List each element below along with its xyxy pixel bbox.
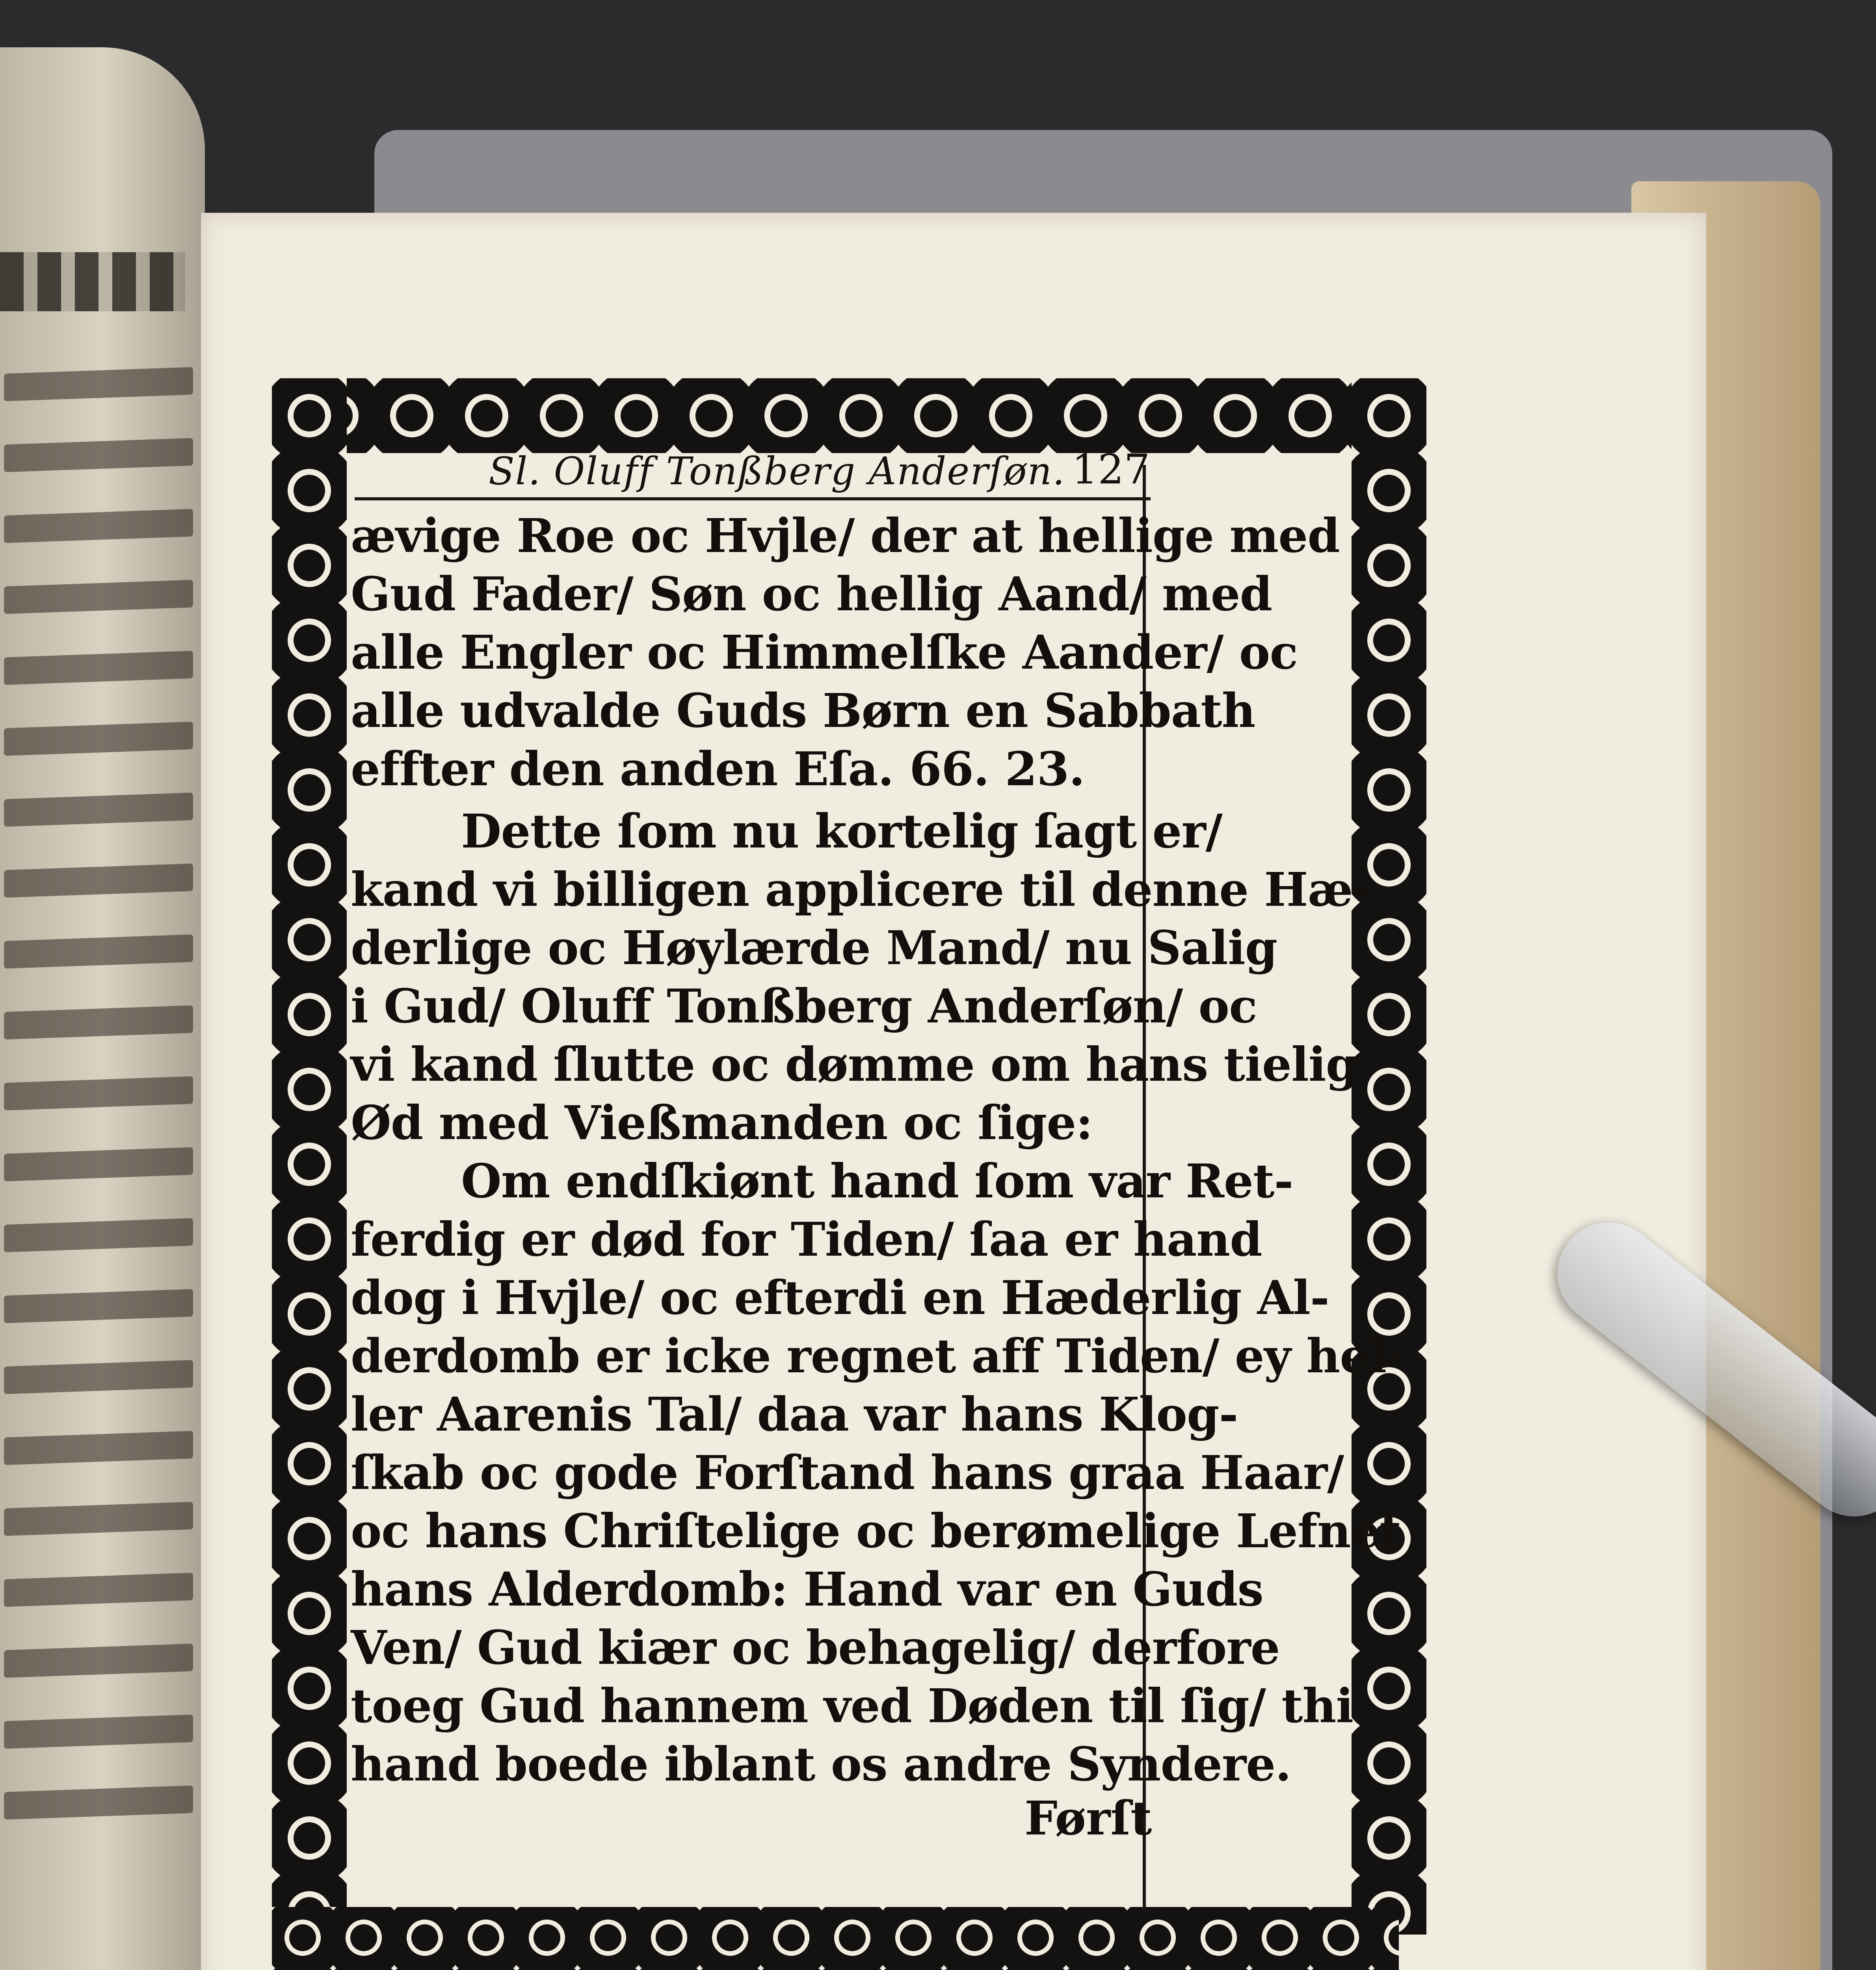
facing-page-text-line — [4, 1502, 193, 1536]
header-rule — [355, 497, 1151, 500]
facing-page-text-line — [4, 864, 193, 898]
facing-page-text-line — [4, 1786, 193, 1820]
text-line: effter den anden Eſa. 66. 23. — [351, 742, 1085, 796]
running-head: Sl. Oluff Tonßberg Anderſøn. — [489, 449, 1065, 493]
text-line: ler Aarenis Tal/ daa var hans Klog- — [351, 1387, 1238, 1442]
text-line: Gud Fader/ Søn oc hellig Aand/ med — [351, 567, 1272, 621]
text-line: kand vi billigen applicere til denne Hæ- — [351, 862, 1372, 917]
facing-page-text-line — [4, 1644, 193, 1678]
facing-page-text-line — [4, 1005, 193, 1040]
facing-page-text-line — [4, 580, 193, 614]
text-line: derlige oc Høylærde Mand/ nu Salig — [351, 920, 1277, 975]
facing-page-text-line — [4, 1147, 193, 1182]
page-number: 127 — [1072, 445, 1150, 493]
text-line: alle udvalde Guds Børn en Sabbath — [351, 683, 1255, 738]
facing-page-ornament — [0, 252, 185, 311]
text-line: ferdig er død for Tiden/ ſaa er hand — [351, 1212, 1262, 1267]
text-line: ævige Roe oc Hvjle/ der at hellige med — [351, 508, 1340, 563]
facing-page-text-line — [4, 1715, 193, 1749]
ornamental-border-top — [299, 378, 1422, 453]
facing-page-text-line — [4, 1360, 193, 1394]
ornamental-border-bottom — [272, 1907, 1399, 1970]
text-line: i Gud/ Oluff Tonßberg Anderſøn/ oc — [351, 979, 1257, 1033]
facing-page-text-line — [4, 509, 193, 543]
facing-page-text-line — [4, 1573, 193, 1607]
text-line: toeg Gud hannem ved Døden til ſig/ thi — [351, 1678, 1354, 1733]
facing-page-text-line — [4, 438, 193, 472]
text-line: hans Alderdomb: Hand var en Guds — [351, 1562, 1263, 1617]
facing-page-left — [0, 47, 205, 1970]
text-line: ſkab oc gode Forſtand hans graa Haar/ — [351, 1445, 1344, 1500]
ornamental-border-right — [1352, 378, 1426, 1935]
text-line: oc hans Chriſtelige oc berømelige Lefnet — [351, 1504, 1401, 1558]
text-line: Dette ſom nu kortelig ſagt er/ — [461, 804, 1222, 859]
ornamental-border-left — [272, 378, 347, 1935]
facing-page-text-line — [4, 1076, 193, 1111]
facing-page-text-line — [4, 1218, 193, 1253]
facing-page-text-line — [4, 1289, 193, 1323]
facing-page-text-line — [4, 367, 193, 401]
text-line: Ød med Vießmanden oc ſige: — [351, 1095, 1093, 1150]
facing-page-text-line — [4, 793, 193, 827]
text-line: vi kand ſlutte oc dømme om hans tielig — [351, 1037, 1358, 1092]
text-line: alle Engler oc Himmelſke Aander/ oc — [351, 625, 1298, 680]
facing-page-text-line — [4, 722, 193, 756]
text-line: hand boede iblant os andre Syndere. — [351, 1737, 1291, 1792]
text-line: derdomb er icke regnet aff Tiden/ ey hel- — [351, 1329, 1406, 1383]
facing-page-text-line — [4, 935, 193, 969]
catchword: Førſt — [1024, 1791, 1152, 1845]
facing-page-text-line — [4, 1431, 193, 1465]
facing-page-text-line — [4, 651, 193, 685]
text-line: Om endſkiønt hand ſom var Ret- — [461, 1154, 1293, 1208]
text-line: Ven/ Gud kiær oc behagelig/ derfore — [351, 1620, 1280, 1675]
text-line: dog i Hvjle/ oc efterdi en Hæderlig Al- — [351, 1270, 1329, 1325]
